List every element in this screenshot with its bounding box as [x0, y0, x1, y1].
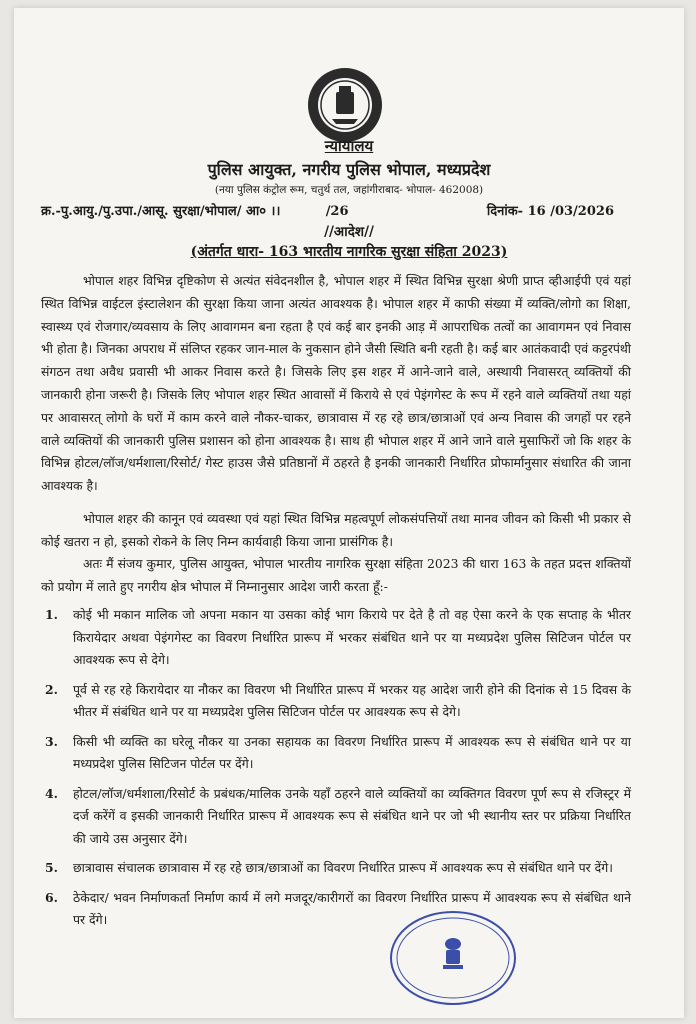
office-title: पुलिस आयुक्त, नगरीय पुलिस भोपाल, मध्यप्रदेश — [207, 160, 491, 179]
list-item: 5. छात्रावास संचालक छात्रावास में रह रहे छात्र/छात्राओं का विवरण निर्धारित प्रारूप में आवश्यक रूप से संबंधित थाने पर देंगे। — [45, 860, 613, 875]
order-items-list — [41, 604, 631, 939]
list-item: 2. पूर्व से रह रहे किरायेदार या नौकर का विवरण भी निर्धारित प्रारूप में भरकर यह आदेश जारी होने की दिनांक से 15 दिवस के भीतर में संबंधित थाने पर या मध्यप्रदेश पुलिस सिटिजन पोर्टल पर आवश्यक रूप से देगे। — [45, 681, 631, 719]
office-address: (नया पुलिस कंट्रोल रूम, चतुर्थ तल, जहांगीराबाद- भोपाल- 462008) — [214, 184, 484, 196]
paragraph-1: भोपाल शहर विभिन्न दृष्टिकोण से अत्यंत संवेदनशील है, भोपाल शहर में स्थित विभिन्न सुरक्षा श्रेणी प्राप्त व्हीआईपी एवं यहां स्थित विभिन्न वाईटल इंस्टालेशन की सुरक्षा किया जाना अत्यंत आवश्यक है। भोपाल शहर में काफी संख्या में व्यक्ति/लोगो का शिक्षा, स्वास्थ्य एवं रोजगार/व्यवसाय के लिए आवागमन बना रहता है एवं कई बार इनकी आड़ में आपराधिक तत्वों का आवागमन एवं निवास भी होता है। जिनका अपराध में संलिप्त रहकर जान-माल के नुकसान होने जैसी स्थिति बनी रहती है। कई बार आतंकवादी एवं कट्टरपंथी संगठन तथा अवैध प्रवासी भी आकर निवास करते है। जिसके लिए इस शहर में आने-जाने वाले, अस्थायी निवासरत् व्यक्तियों की जानकारी होना जरूरी है। जिसके लिए भोपाल शहर स्थित आवासों में किराये से एवं पेइंगगेस्ट के रूप में रहने वाले व्यक्तियों तथा यहां पर आवासरत् लोगो के घरों में काम करने वाले नौकर-चाकर, छात्रावास में रह रहे छात्र/छात्राओं एवं अन्य निवास की जगहों पर रहने वाले व्यक्तियों की जानकारी पुलिस प्रशासन को होना आवश्यक है। साथ ही भोपाल शहर में आने जाने वाले मुसाफिरों जो कि शहर के विभिन्न होटल/लॉज/धर्मशाला/रिसोर्ट/ गेस्ट हाउस जैसे प्रतिष्ठानों में ठहरते है इनकी जानकारी निर्धारित प्रोफार्मानुसार संधारित की जाना आवश्यक है। — [41, 273, 631, 494]
office-seal-stamp — [388, 908, 518, 1008]
section-heading: (अंतर्गत धारा- 163 भारतीय नागरिक सुरक्षा संहिता 2023) — [190, 244, 508, 260]
order-date: दिनांक- 16 /03/2026 — [486, 204, 614, 219]
police-emblem-icon — [304, 64, 386, 146]
order-heading: //आदेश// — [324, 224, 374, 240]
paragraph-3: अतः मैं संजय कुमार, पुलिस आयुक्त, भोपाल भारतीय नागरिक सुरक्षा संहिता 2023 की धारा 163 के तहत प्रदत्त शक्तियों को प्रयोग में लाते हुए नगरीय क्षेत्र भोपाल में निम्नानुसार आदेश जारी करता हूँ:- — [41, 556, 631, 594]
list-item: 6. ठेकेदार/ भवन निर्माणकर्ता निर्माण कार्य में लगे मजदूर/कारीगरों का विवरण निर्धारित प्रारूप में आवश्यक रूप से संबंधित थाने पर देंगे। — [45, 889, 631, 927]
reference-number: क्र.-पु.आयु./पु.उपा./आसू. सुरक्षा/भोपाल/ आ० ।। /26 — [41, 204, 349, 219]
document-page — [14, 8, 684, 1018]
list-item: 4. होटल/लॉज/धर्मशाला/रिसोर्ट के प्रबंधक/मालिक उनके यहाँ ठहरने वाले व्यक्तियों का व्यक्तिगत विवरण पूर्ण रूप से रजिस्ट्रर में दर्ज करेंगें व इसकी जानकारी निर्धारित प्रारूप में आवश्यक रूप से संबंधित थाने पर जो भी स्थानीय स्तर पर प्रक्रिया निर्धारित की जाये उस अनुसार देंगे। — [45, 785, 631, 846]
list-item: 3. किसी भी व्यक्ति का घरेलू नौकर या उनका सहायक का विवरण निर्धारित प्रारूप में आवश्यक रूप से संबंधित थाने पर या मध्यप्रदेश पुलिस सिटिजन पोर्टल पर देंगे। — [45, 733, 631, 771]
list-item: 1. कोई भी मकान मालिक जो अपना मकान या उसका कोई भाग किराये पर देते है तो वह ऐसा करने के एक सप्ताह के भीतर किरायेदार अथवा पेइंगगेस्ट का विवरण निर्धारित प्रारूप में भरकर संबंधित थाने पर या मध्यप्रदेश पुलिस सिटिजन पोर्टल पर आवश्यक रूप से देगे। — [45, 607, 631, 667]
court-title: न्यायालय — [324, 137, 374, 155]
ashoka-emblem-icon — [443, 938, 463, 969]
paragraph-2: भोपाल शहर की कानून एवं व्यवस्था एवं यहां स्थित विभिन्न महत्वपूर्ण लोकसंपत्तियों तथा मानव जीवन को किसी भी प्रकार से कोई खतरा न हो, इसको रोकने के लिए निम्न कार्यवाही किया जाना प्रासंगिक है। — [41, 511, 631, 549]
